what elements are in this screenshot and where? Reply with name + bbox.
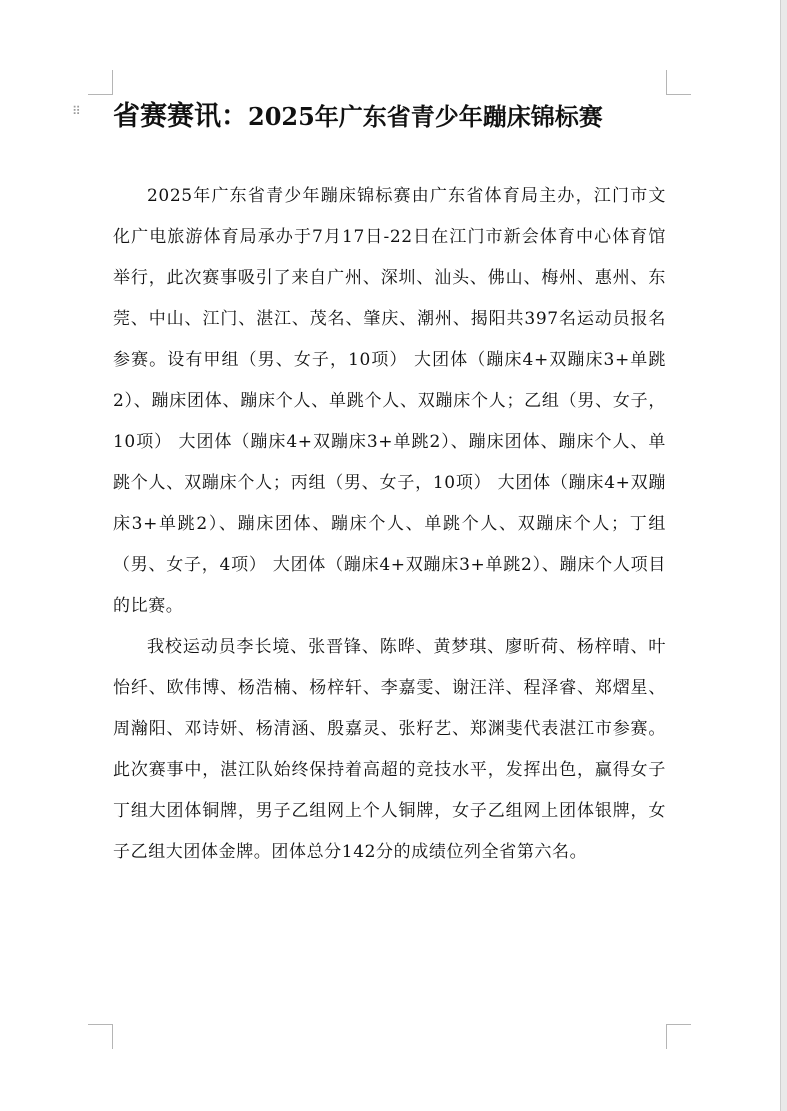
crop-mark-top-right: [666, 70, 691, 95]
document-title: [113, 100, 673, 134]
crop-mark-bottom-left: [88, 1024, 113, 1049]
document-body: [113, 176, 666, 873]
title-prefix: 省赛赛讯：: [113, 101, 248, 132]
crop-mark-top-left: [88, 70, 113, 95]
title-main: 2025年广东省青少年蹦床锦标赛: [248, 102, 603, 131]
paragraph-event-intro: 2025年广东省青少年蹦床锦标赛由广东省体育局主办，江门市文化广电旅游体育局承办于7月17日-22日在江门市新会体育中心体育馆举行，此次赛事吸引了来自广州、深圳、汕头、佛山、梅州、惠州、东莞、中山、江门、湛江、茂名、肇庆、潮州、揭阳共397名运动员报名参赛。设有甲组（男、女子，10项） 大团体（蹦床4+双蹦床3+单跳2）、蹦床团体、蹦床个人、单跳个人、双蹦床个人；乙组（男、女子，10项） 大团体（蹦床4+双蹦床3+单跳2）、蹦床团体、蹦床个人、单跳个人、双蹦床个人；丙组（男、女子，10项） 大团体（蹦床4+双蹦床3+单跳2）、蹦床团体、蹦床个人、单跳个人、双蹦床个人；丁组（男、女子，4项） 大团体（蹦床4+双蹦床3+单跳2）、蹦床个人项目的比赛。: [113, 186, 666, 616]
paragraph-school-results: 我校运动员李长境、张晋锋、陈晔、黄梦琪、廖昕荷、杨梓晴、叶怡纤、欧伟博、杨浩楠、杨梓轩、李嘉雯、谢汪洋、程泽睿、郑熠星、周瀚阳、邓诗妍、杨清涵、殷嘉灵、张籽艺、郑渊斐代表湛江市参赛。此次赛事中，湛江队始终保持着高超的竞技水平，发挥出色，赢得女子丁组大团体铜牌，男子乙组网上个人铜牌，女子乙组网上团体银牌，女子乙组大团体金牌。团体总分142分的成绩位列全省第六名。: [113, 637, 666, 862]
document-edge: [780, 0, 787, 1111]
drag-handle-icon[interactable]: ⠿: [72, 104, 82, 118]
crop-mark-bottom-right: [666, 1024, 691, 1049]
